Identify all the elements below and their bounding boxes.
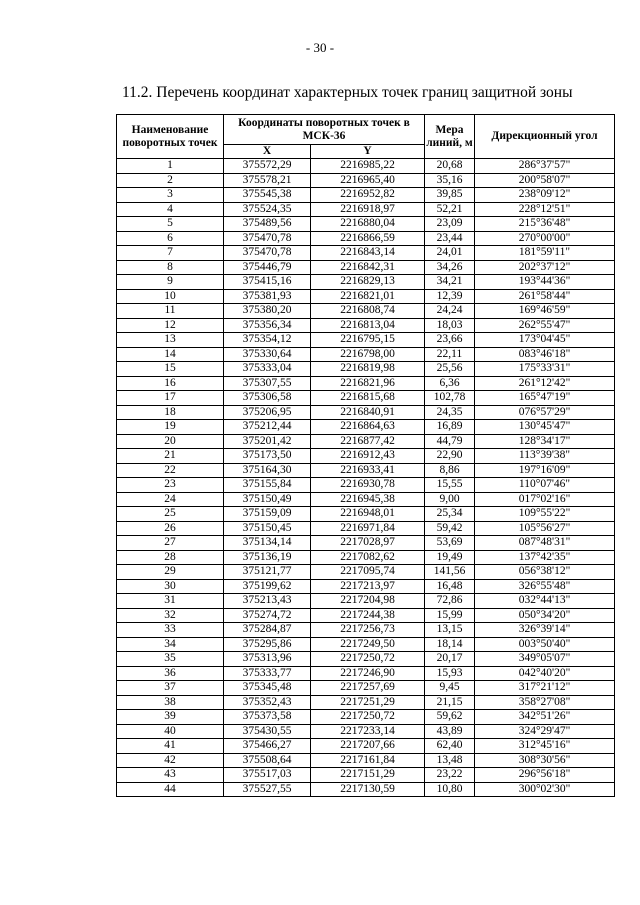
x-coordinate-cell: 375527,55 — [224, 782, 311, 797]
direction-angle-cell: 312°45'16" — [475, 739, 615, 754]
line-length-cell: 72,86 — [425, 594, 475, 609]
direction-angle-cell: 300°02'30" — [475, 782, 615, 797]
direction-angle-cell: 083°46'18" — [475, 347, 615, 362]
point-number-cell: 40 — [117, 724, 224, 739]
direction-angle-cell: 326°55'48" — [475, 579, 615, 594]
page-number: - 30 - — [305, 40, 335, 55]
y-coordinate-cell: 2216798,00 — [311, 347, 425, 362]
direction-angle-cell: 105°56'27" — [475, 521, 615, 536]
line-length-cell: 43,89 — [425, 724, 475, 739]
coordinates-table — [116, 114, 615, 797]
x-coordinate-cell: 375212,44 — [224, 420, 311, 435]
point-number-cell: 10 — [117, 289, 224, 304]
point-number-cell: 5 — [117, 217, 224, 232]
point-number-cell: 16 — [117, 376, 224, 391]
point-number-cell: 19 — [117, 420, 224, 435]
table-row — [117, 507, 615, 522]
table-row — [117, 695, 615, 710]
table-row — [117, 159, 615, 174]
direction-angle-cell: 050°34'20" — [475, 608, 615, 623]
y-coordinate-cell: 2217213,97 — [311, 579, 425, 594]
direction-angle-cell: 342°51'26" — [475, 710, 615, 725]
x-coordinate-cell: 375164,30 — [224, 463, 311, 478]
direction-angle-cell: 296°56'18" — [475, 768, 615, 783]
table-row — [117, 521, 615, 536]
point-number-cell: 8 — [117, 260, 224, 275]
table-row — [117, 782, 615, 797]
table-body — [117, 159, 615, 797]
direction-angle-cell: 326°39'14" — [475, 623, 615, 638]
x-coordinate-cell: 375306,58 — [224, 391, 311, 406]
line-length-cell: 15,93 — [425, 666, 475, 681]
y-coordinate-cell: 2216815,68 — [311, 391, 425, 406]
table-row — [117, 768, 615, 783]
x-coordinate-cell: 375155,84 — [224, 478, 311, 493]
section-heading: 11.2. Перечень координат характерных точек границ защитной зоны — [122, 84, 573, 101]
table-row — [117, 463, 615, 478]
y-coordinate-cell: 2217256,73 — [311, 623, 425, 638]
x-coordinate-cell: 375206,95 — [224, 405, 311, 420]
line-length-cell: 62,40 — [425, 739, 475, 754]
direction-angle-cell: 165°47'19" — [475, 391, 615, 406]
point-number-cell: 31 — [117, 594, 224, 609]
x-coordinate-cell: 375524,35 — [224, 202, 311, 217]
x-coordinate-cell: 375572,29 — [224, 159, 311, 174]
x-coordinate-cell: 375330,64 — [224, 347, 311, 362]
table-row — [117, 434, 615, 449]
line-length-cell: 34,21 — [425, 275, 475, 290]
direction-angle-cell: 317°21'12" — [475, 681, 615, 696]
y-coordinate-cell: 2216948,01 — [311, 507, 425, 522]
x-coordinate-cell: 375508,64 — [224, 753, 311, 768]
table-row — [117, 275, 615, 290]
header-x: X — [224, 145, 311, 159]
x-coordinate-cell: 375159,09 — [224, 507, 311, 522]
point-number-cell: 1 — [117, 159, 224, 174]
line-length-cell: 21,15 — [425, 695, 475, 710]
direction-angle-cell: 130°45'47" — [475, 420, 615, 435]
point-number-cell: 36 — [117, 666, 224, 681]
line-length-cell: 23,66 — [425, 333, 475, 348]
point-number-cell: 39 — [117, 710, 224, 725]
x-coordinate-cell: 375354,12 — [224, 333, 311, 348]
y-coordinate-cell: 2216813,04 — [311, 318, 425, 333]
line-length-cell: 52,21 — [425, 202, 475, 217]
y-coordinate-cell: 2216933,41 — [311, 463, 425, 478]
table-row — [117, 405, 615, 420]
table-row — [117, 217, 615, 232]
line-length-cell: 6,36 — [425, 376, 475, 391]
y-coordinate-cell: 2217246,90 — [311, 666, 425, 681]
line-length-cell: 53,69 — [425, 536, 475, 551]
line-length-cell: 25,56 — [425, 362, 475, 377]
point-number-cell: 33 — [117, 623, 224, 638]
point-number-cell: 42 — [117, 753, 224, 768]
x-coordinate-cell: 375430,55 — [224, 724, 311, 739]
x-coordinate-cell: 375121,77 — [224, 565, 311, 580]
point-number-cell: 35 — [117, 652, 224, 667]
y-coordinate-cell: 2217151,29 — [311, 768, 425, 783]
point-number-cell: 43 — [117, 768, 224, 783]
table-row — [117, 608, 615, 623]
point-number-cell: 28 — [117, 550, 224, 565]
table-row — [117, 666, 615, 681]
table-row — [117, 333, 615, 348]
direction-angle-cell: 261°58'44" — [475, 289, 615, 304]
direction-angle-cell: 056°38'12" — [475, 565, 615, 580]
y-coordinate-cell: 2216952,82 — [311, 188, 425, 203]
x-coordinate-cell: 375380,20 — [224, 304, 311, 319]
x-coordinate-cell: 375545,38 — [224, 188, 311, 203]
x-coordinate-cell: 375313,96 — [224, 652, 311, 667]
line-length-cell: 18,03 — [425, 318, 475, 333]
direction-angle-cell: 076°57'29" — [475, 405, 615, 420]
line-length-cell: 23,44 — [425, 231, 475, 246]
point-number-cell: 25 — [117, 507, 224, 522]
line-length-cell: 35,16 — [425, 173, 475, 188]
line-length-cell: 20,68 — [425, 159, 475, 174]
table-row — [117, 188, 615, 203]
x-coordinate-cell: 375373,58 — [224, 710, 311, 725]
table-row — [117, 623, 615, 638]
line-length-cell: 9,00 — [425, 492, 475, 507]
y-coordinate-cell: 2217161,84 — [311, 753, 425, 768]
point-number-cell: 29 — [117, 565, 224, 580]
point-number-cell: 4 — [117, 202, 224, 217]
direction-angle-cell: 110°07'46" — [475, 478, 615, 493]
line-length-cell: 16,48 — [425, 579, 475, 594]
table-row — [117, 246, 615, 261]
y-coordinate-cell: 2216864,63 — [311, 420, 425, 435]
point-number-cell: 6 — [117, 231, 224, 246]
direction-angle-cell: 128°34'17" — [475, 434, 615, 449]
point-number-cell: 44 — [117, 782, 224, 797]
direction-angle-cell: 169°46'59" — [475, 304, 615, 319]
line-length-cell: 16,89 — [425, 420, 475, 435]
table-row — [117, 536, 615, 551]
y-coordinate-cell: 2216945,38 — [311, 492, 425, 507]
point-number-cell: 12 — [117, 318, 224, 333]
table-row — [117, 594, 615, 609]
direction-angle-cell: 175°33'31" — [475, 362, 615, 377]
y-coordinate-cell: 2217207,66 — [311, 739, 425, 754]
y-coordinate-cell: 2217251,29 — [311, 695, 425, 710]
line-length-cell: 39,85 — [425, 188, 475, 203]
point-number-cell: 32 — [117, 608, 224, 623]
x-coordinate-cell: 375489,56 — [224, 217, 311, 232]
x-coordinate-cell: 375415,16 — [224, 275, 311, 290]
x-coordinate-cell: 375578,21 — [224, 173, 311, 188]
direction-angle-cell: 087°48'31" — [475, 536, 615, 551]
line-length-cell: 19,49 — [425, 550, 475, 565]
line-length-cell: 8,86 — [425, 463, 475, 478]
y-coordinate-cell: 2216866,59 — [311, 231, 425, 246]
y-coordinate-cell: 2216819,98 — [311, 362, 425, 377]
line-length-cell: 24,01 — [425, 246, 475, 261]
y-coordinate-cell: 2216971,84 — [311, 521, 425, 536]
y-coordinate-cell: 2217028,97 — [311, 536, 425, 551]
y-coordinate-cell: 2216877,42 — [311, 434, 425, 449]
table-row — [117, 420, 615, 435]
point-number-cell: 14 — [117, 347, 224, 362]
y-coordinate-cell: 2216829,13 — [311, 275, 425, 290]
table-header — [117, 115, 615, 159]
point-number-cell: 15 — [117, 362, 224, 377]
table-row — [117, 739, 615, 754]
x-coordinate-cell: 375356,34 — [224, 318, 311, 333]
x-coordinate-cell: 375199,62 — [224, 579, 311, 594]
header-coordinates: Координаты поворотных точек в МСК-36 — [224, 115, 425, 145]
x-coordinate-cell: 375470,78 — [224, 231, 311, 246]
table-row — [117, 376, 615, 391]
line-length-cell: 102,78 — [425, 391, 475, 406]
y-coordinate-cell: 2217204,98 — [311, 594, 425, 609]
table-row — [117, 652, 615, 667]
table-row — [117, 362, 615, 377]
line-length-cell: 15,55 — [425, 478, 475, 493]
x-coordinate-cell: 375333,77 — [224, 666, 311, 681]
direction-angle-cell: 261°12'42" — [475, 376, 615, 391]
x-coordinate-cell: 375173,50 — [224, 449, 311, 464]
line-length-cell: 13,48 — [425, 753, 475, 768]
point-number-cell: 30 — [117, 579, 224, 594]
line-length-cell: 24,24 — [425, 304, 475, 319]
table-row — [117, 724, 615, 739]
y-coordinate-cell: 2216821,01 — [311, 289, 425, 304]
x-coordinate-cell: 375136,19 — [224, 550, 311, 565]
table-row — [117, 637, 615, 652]
x-coordinate-cell: 375284,87 — [224, 623, 311, 638]
table-row — [117, 231, 615, 246]
line-length-cell: 25,34 — [425, 507, 475, 522]
y-coordinate-cell: 2216821,96 — [311, 376, 425, 391]
point-number-cell: 13 — [117, 333, 224, 348]
y-coordinate-cell: 2216795,15 — [311, 333, 425, 348]
table-row — [117, 391, 615, 406]
point-number-cell: 34 — [117, 637, 224, 652]
table-row — [117, 681, 615, 696]
line-length-cell: 22,11 — [425, 347, 475, 362]
table-row — [117, 202, 615, 217]
table-row — [117, 492, 615, 507]
point-number-cell: 26 — [117, 521, 224, 536]
line-length-cell: 9,45 — [425, 681, 475, 696]
line-length-cell: 10,80 — [425, 782, 475, 797]
direction-angle-cell: 286°37'57" — [475, 159, 615, 174]
x-coordinate-cell: 375352,43 — [224, 695, 311, 710]
table-row — [117, 579, 615, 594]
direction-angle-cell: 197°16'09" — [475, 463, 615, 478]
point-number-cell: 7 — [117, 246, 224, 261]
y-coordinate-cell: 2216808,74 — [311, 304, 425, 319]
y-coordinate-cell: 2217095,74 — [311, 565, 425, 580]
point-number-cell: 22 — [117, 463, 224, 478]
line-length-cell: 23,09 — [425, 217, 475, 232]
line-length-cell: 59,62 — [425, 710, 475, 725]
direction-angle-cell: 173°04'45" — [475, 333, 615, 348]
point-number-cell: 17 — [117, 391, 224, 406]
table-row — [117, 449, 615, 464]
y-coordinate-cell: 2216840,91 — [311, 405, 425, 420]
point-number-cell: 27 — [117, 536, 224, 551]
direction-angle-cell: 109°55'22" — [475, 507, 615, 522]
y-coordinate-cell: 2217257,69 — [311, 681, 425, 696]
line-length-cell: 23,22 — [425, 768, 475, 783]
x-coordinate-cell: 375134,14 — [224, 536, 311, 551]
y-coordinate-cell: 2216842,31 — [311, 260, 425, 275]
x-coordinate-cell: 375274,72 — [224, 608, 311, 623]
direction-angle-cell: 308°30'56" — [475, 753, 615, 768]
x-coordinate-cell: 375150,45 — [224, 521, 311, 536]
line-length-cell: 141,56 — [425, 565, 475, 580]
y-coordinate-cell: 2217249,50 — [311, 637, 425, 652]
x-coordinate-cell: 375201,42 — [224, 434, 311, 449]
table-row — [117, 318, 615, 333]
x-coordinate-cell: 375517,03 — [224, 768, 311, 783]
line-length-cell: 13,15 — [425, 623, 475, 638]
y-coordinate-cell: 2216965,40 — [311, 173, 425, 188]
point-number-cell: 37 — [117, 681, 224, 696]
x-coordinate-cell: 375295,86 — [224, 637, 311, 652]
line-length-cell: 18,14 — [425, 637, 475, 652]
header-line-length: Мера линий, м — [425, 115, 475, 159]
direction-angle-cell: 270°00'00" — [475, 231, 615, 246]
table-row — [117, 753, 615, 768]
line-length-cell: 34,26 — [425, 260, 475, 275]
point-number-cell: 21 — [117, 449, 224, 464]
direction-angle-cell: 349°05'07" — [475, 652, 615, 667]
y-coordinate-cell: 2217233,14 — [311, 724, 425, 739]
direction-angle-cell: 032°44'13" — [475, 594, 615, 609]
y-coordinate-cell: 2216930,78 — [311, 478, 425, 493]
x-coordinate-cell: 375333,04 — [224, 362, 311, 377]
table-row — [117, 260, 615, 275]
line-length-cell: 22,90 — [425, 449, 475, 464]
direction-angle-cell: 358°27'08" — [475, 695, 615, 710]
direction-angle-cell: 017°02'16" — [475, 492, 615, 507]
direction-angle-cell: 137°42'35" — [475, 550, 615, 565]
table-row — [117, 173, 615, 188]
y-coordinate-cell: 2217130,59 — [311, 782, 425, 797]
point-number-cell: 23 — [117, 478, 224, 493]
direction-angle-cell: 202°37'12" — [475, 260, 615, 275]
point-number-cell: 3 — [117, 188, 224, 203]
direction-angle-cell: 181°59'11" — [475, 246, 615, 261]
direction-angle-cell: 324°29'47" — [475, 724, 615, 739]
line-length-cell: 24,35 — [425, 405, 475, 420]
direction-angle-cell: 193°44'36" — [475, 275, 615, 290]
line-length-cell: 12,39 — [425, 289, 475, 304]
y-coordinate-cell: 2216843,14 — [311, 246, 425, 261]
x-coordinate-cell: 375466,27 — [224, 739, 311, 754]
point-number-cell: 9 — [117, 275, 224, 290]
point-number-cell: 38 — [117, 695, 224, 710]
table-row — [117, 565, 615, 580]
table-row — [117, 289, 615, 304]
x-coordinate-cell: 375345,48 — [224, 681, 311, 696]
table-row — [117, 304, 615, 319]
header-direction-angle: Дирекционный угол — [475, 115, 615, 159]
table-row — [117, 550, 615, 565]
y-coordinate-cell: 2217244,38 — [311, 608, 425, 623]
table-row — [117, 347, 615, 362]
table-row — [117, 710, 615, 725]
y-coordinate-cell: 2216880,04 — [311, 217, 425, 232]
header-point-name: Наименование поворотных точек — [117, 115, 224, 159]
y-coordinate-cell: 2217250,72 — [311, 652, 425, 667]
point-number-cell: 24 — [117, 492, 224, 507]
header-y: Y — [311, 145, 425, 159]
line-length-cell: 15,99 — [425, 608, 475, 623]
direction-angle-cell: 228°12'51" — [475, 202, 615, 217]
point-number-cell: 2 — [117, 173, 224, 188]
direction-angle-cell: 262°55'47" — [475, 318, 615, 333]
y-coordinate-cell: 2216985,22 — [311, 159, 425, 174]
direction-angle-cell: 113°39'38" — [475, 449, 615, 464]
table-row — [117, 478, 615, 493]
line-length-cell: 20,17 — [425, 652, 475, 667]
direction-angle-cell: 042°40'20" — [475, 666, 615, 681]
direction-angle-cell: 003°50'40" — [475, 637, 615, 652]
point-number-cell: 11 — [117, 304, 224, 319]
point-number-cell: 18 — [117, 405, 224, 420]
x-coordinate-cell: 375307,55 — [224, 376, 311, 391]
x-coordinate-cell: 375150,49 — [224, 492, 311, 507]
y-coordinate-cell: 2216918,97 — [311, 202, 425, 217]
direction-angle-cell: 238°09'12" — [475, 188, 615, 203]
x-coordinate-cell: 375381,93 — [224, 289, 311, 304]
y-coordinate-cell: 2216912,43 — [311, 449, 425, 464]
point-number-cell: 20 — [117, 434, 224, 449]
line-length-cell: 59,42 — [425, 521, 475, 536]
x-coordinate-cell: 375446,79 — [224, 260, 311, 275]
line-length-cell: 44,79 — [425, 434, 475, 449]
y-coordinate-cell: 2217082,62 — [311, 550, 425, 565]
x-coordinate-cell: 375213,43 — [224, 594, 311, 609]
direction-angle-cell: 200°58'07" — [475, 173, 615, 188]
x-coordinate-cell: 375470,78 — [224, 246, 311, 261]
y-coordinate-cell: 2217250,72 — [311, 710, 425, 725]
direction-angle-cell: 215°36'48" — [475, 217, 615, 232]
point-number-cell: 41 — [117, 739, 224, 754]
